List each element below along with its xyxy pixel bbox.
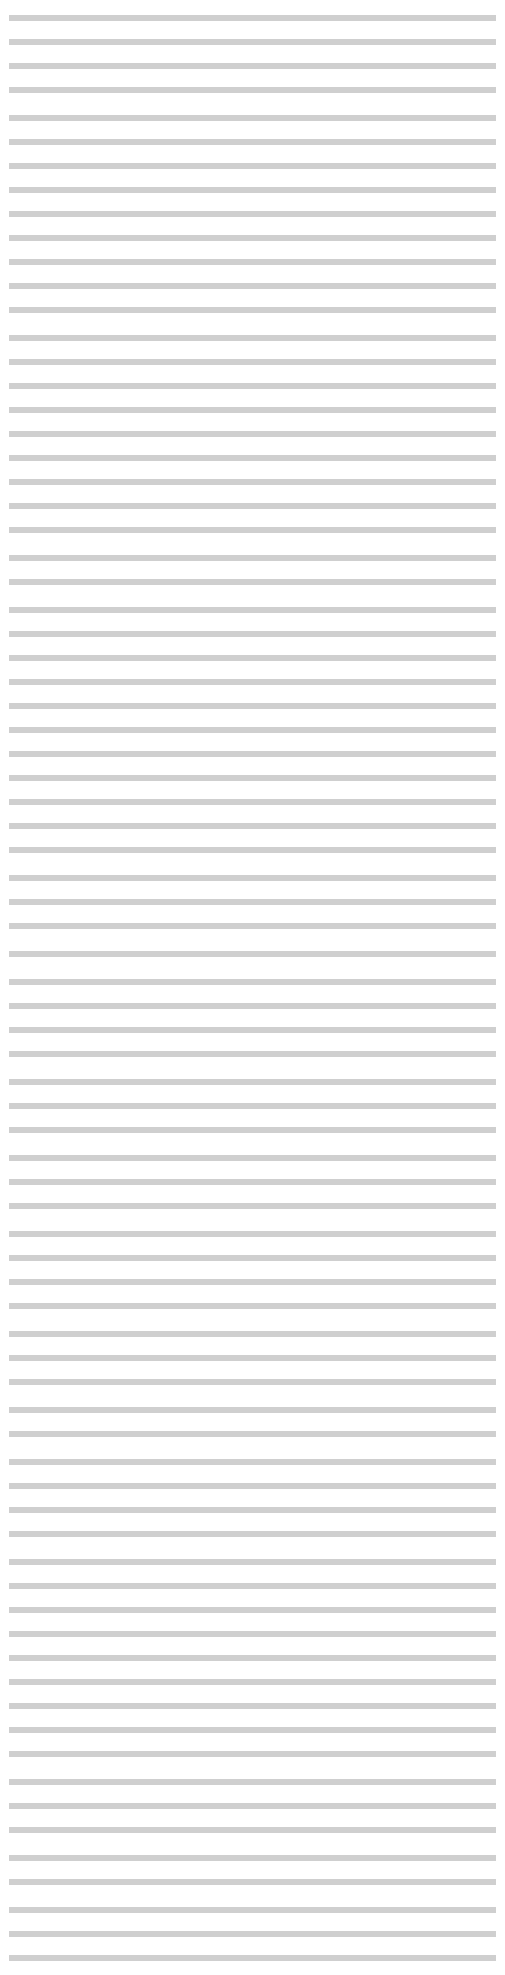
paragraph-textile-exports — [9, 1222, 496, 1318]
article-column — [9, 6, 496, 1969]
paragraph-intro — [9, 6, 496, 102]
paragraph-kapco — [9, 1070, 496, 1142]
paragraph-telecom — [9, 1550, 496, 1766]
paragraph-agriculture-credit — [9, 1450, 496, 1546]
paragraph-bonus — [9, 1398, 496, 1446]
paragraph-foreign-investment — [9, 326, 496, 542]
paragraph-ptcl — [9, 866, 496, 938]
paragraph-banking-sector — [9, 1146, 496, 1218]
paragraph-shell — [9, 942, 496, 966]
paragraph-stock-exchange — [9, 546, 496, 594]
paragraph-fertilizer — [9, 1846, 496, 1894]
paragraph-trade-balance — [9, 106, 496, 322]
paragraph-crops — [9, 1898, 496, 1969]
paragraph-state-enterprises — [9, 598, 496, 862]
paragraph-sui-gas — [9, 970, 496, 1066]
paragraph-cement — [9, 1770, 496, 1842]
paragraph-bank-profits — [9, 1322, 496, 1394]
